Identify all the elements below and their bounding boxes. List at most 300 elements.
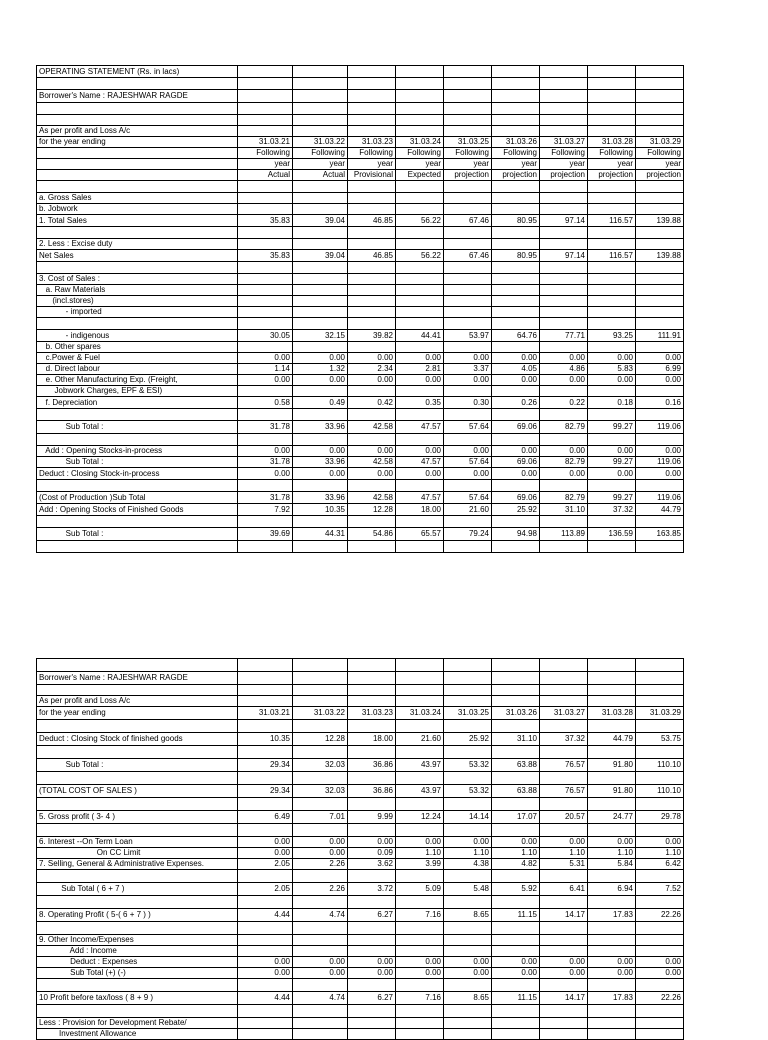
value-cell: 18.00 [396, 504, 444, 516]
value-cell: 82.79 [540, 492, 588, 504]
value-cell: year [444, 159, 492, 170]
value-cell [396, 541, 444, 553]
value-cell: 116.57 [588, 215, 636, 227]
table-row [37, 434, 684, 446]
value-cell [396, 1029, 444, 1040]
value-cell: 0.00 [293, 848, 348, 859]
value-cell [492, 342, 540, 353]
value-cell [540, 896, 588, 909]
table-row [37, 541, 684, 553]
value-cell [348, 720, 396, 733]
value-cell: 0.00 [396, 353, 444, 364]
value-cell [588, 746, 636, 759]
value-cell: 0.00 [444, 837, 492, 848]
value-cell [238, 262, 293, 274]
table-row [37, 250, 684, 262]
value-cell [348, 1005, 396, 1018]
value-cell: 80.95 [492, 250, 540, 262]
value-cell [636, 720, 684, 733]
value-cell: 0.00 [588, 957, 636, 968]
value-cell [293, 720, 348, 733]
value-cell: 0.00 [396, 468, 444, 480]
value-cell [293, 946, 348, 957]
value-cell [348, 115, 396, 126]
value-cell: projection [444, 170, 492, 181]
row-label-cell [37, 979, 238, 992]
value-cell: 0.00 [588, 375, 636, 386]
value-cell [636, 772, 684, 785]
value-cell: 53.75 [636, 733, 684, 746]
value-cell: 1.10 [540, 848, 588, 859]
value-cell [444, 193, 492, 204]
value-cell [293, 181, 348, 193]
table-row [37, 772, 684, 785]
value-cell [238, 685, 293, 696]
row-label-cell: a. Gross Sales [37, 193, 238, 204]
row-label-cell [37, 103, 238, 115]
value-cell: 0.00 [492, 446, 540, 457]
value-cell [396, 307, 444, 318]
table-row [37, 870, 684, 883]
table-row [37, 115, 684, 126]
row-label-cell: - imported [37, 307, 238, 318]
value-cell: 139.88 [636, 250, 684, 262]
value-cell [540, 285, 588, 296]
value-cell [238, 1018, 293, 1029]
value-cell [348, 696, 396, 707]
row-label-cell: Deduct : Closing Stock of finished goods [37, 733, 238, 746]
value-cell [444, 516, 492, 528]
value-cell [444, 935, 492, 946]
value-cell [540, 103, 588, 115]
value-cell [636, 227, 684, 239]
value-cell: 0.00 [588, 837, 636, 848]
value-cell: 0.00 [396, 957, 444, 968]
table-row [37, 446, 684, 457]
value-cell [396, 946, 444, 957]
row-label-cell [37, 409, 238, 421]
value-cell: 31.10 [492, 733, 540, 746]
value-cell [588, 480, 636, 492]
value-cell: 0.00 [540, 837, 588, 848]
value-cell: Following [396, 148, 444, 159]
value-cell: 7.16 [396, 992, 444, 1005]
value-cell [540, 672, 588, 685]
value-cell: 0.00 [588, 468, 636, 480]
value-cell: 11.15 [492, 909, 540, 922]
value-cell: 31.03.22 [293, 137, 348, 148]
row-label-cell: Sub Total : [37, 421, 238, 434]
value-cell [588, 342, 636, 353]
value-cell [444, 746, 492, 759]
value-cell [444, 262, 492, 274]
row-label-cell [37, 262, 238, 274]
value-cell [238, 181, 293, 193]
value-cell: Following [636, 148, 684, 159]
value-cell: 0.00 [636, 446, 684, 457]
value-cell [588, 896, 636, 909]
value-cell [348, 66, 396, 78]
value-cell [540, 541, 588, 553]
table-row [37, 798, 684, 811]
value-cell: 22.26 [636, 909, 684, 922]
value-cell: 0.00 [636, 375, 684, 386]
value-cell: 0.00 [238, 353, 293, 364]
table-row [37, 181, 684, 193]
value-cell [238, 78, 293, 90]
table-row [37, 330, 684, 342]
table-row [37, 227, 684, 239]
value-cell [636, 285, 684, 296]
value-cell: 4.05 [492, 364, 540, 375]
value-cell [238, 318, 293, 330]
value-cell [636, 126, 684, 137]
value-cell: 0.00 [444, 446, 492, 457]
value-cell: 0.00 [636, 353, 684, 364]
value-cell: projection [540, 170, 588, 181]
value-cell: 7.16 [396, 909, 444, 922]
value-cell: 99.27 [588, 421, 636, 434]
value-cell: 44.31 [293, 528, 348, 541]
value-cell [396, 659, 444, 672]
value-cell [492, 935, 540, 946]
value-cell [238, 870, 293, 883]
value-cell: Actual [293, 170, 348, 181]
value-cell: 0.00 [540, 957, 588, 968]
table-row [37, 159, 684, 170]
value-cell: 76.57 [540, 785, 588, 798]
value-cell [348, 480, 396, 492]
value-cell: year [540, 159, 588, 170]
value-cell: 10.35 [238, 733, 293, 746]
row-label-cell [37, 824, 238, 837]
value-cell [540, 1029, 588, 1040]
table-row [37, 824, 684, 837]
value-cell [492, 103, 540, 115]
value-cell: 0.00 [588, 968, 636, 979]
row-label-cell: Add : Opening Stocks-in-process [37, 446, 238, 457]
value-cell [293, 296, 348, 307]
value-cell: year [588, 159, 636, 170]
value-cell [540, 262, 588, 274]
value-cell [492, 78, 540, 90]
value-cell [293, 1029, 348, 1040]
value-cell [636, 204, 684, 215]
value-cell: 76.57 [540, 759, 588, 772]
value-cell [444, 115, 492, 126]
value-cell [636, 480, 684, 492]
value-cell [492, 193, 540, 204]
value-cell: 31.78 [238, 457, 293, 468]
value-cell: 36.86 [348, 759, 396, 772]
value-cell: 0.16 [636, 397, 684, 409]
table-row [37, 759, 684, 772]
value-cell [588, 296, 636, 307]
table-row [37, 90, 684, 103]
row-label-cell [37, 798, 238, 811]
value-cell [636, 824, 684, 837]
value-cell [492, 798, 540, 811]
value-cell: 32.03 [293, 759, 348, 772]
value-cell: 33.96 [293, 457, 348, 468]
value-cell [238, 979, 293, 992]
value-cell: 54.86 [348, 528, 396, 541]
value-cell [444, 1005, 492, 1018]
value-cell: 31.03.23 [348, 137, 396, 148]
value-cell [238, 516, 293, 528]
value-cell [492, 1005, 540, 1018]
value-cell [444, 318, 492, 330]
value-cell: 0.00 [492, 375, 540, 386]
value-cell [492, 409, 540, 421]
value-cell: 0.00 [293, 968, 348, 979]
row-label-cell: 6. Interest --On Term Loan [37, 837, 238, 848]
value-cell [238, 126, 293, 137]
value-cell: 0.00 [588, 446, 636, 457]
value-cell: 0.00 [636, 468, 684, 480]
value-cell [396, 103, 444, 115]
value-cell: Following [588, 148, 636, 159]
value-cell: 0.00 [444, 375, 492, 386]
value-cell [540, 798, 588, 811]
value-cell [636, 262, 684, 274]
value-cell: projection [636, 170, 684, 181]
value-cell [636, 274, 684, 285]
row-label-cell [37, 480, 238, 492]
table-row [37, 204, 684, 215]
row-label-cell: b. Other spares [37, 342, 238, 353]
value-cell [444, 979, 492, 992]
value-cell [588, 434, 636, 446]
value-cell [492, 307, 540, 318]
value-cell [396, 746, 444, 759]
table-row [37, 193, 684, 204]
value-cell: 0.00 [492, 957, 540, 968]
value-cell: 0.00 [238, 468, 293, 480]
row-label-cell: 5. Gross profit ( 3- 4 ) [37, 811, 238, 824]
value-cell: 2.34 [348, 364, 396, 375]
value-cell: 46.85 [348, 215, 396, 227]
value-cell: projection [492, 170, 540, 181]
value-cell [588, 541, 636, 553]
value-cell [348, 672, 396, 685]
row-label-cell: On CC Limit [37, 848, 238, 859]
table-row [37, 421, 684, 434]
value-cell [540, 318, 588, 330]
value-cell: 32.15 [293, 330, 348, 342]
value-cell [238, 342, 293, 353]
value-cell [588, 103, 636, 115]
value-cell [636, 307, 684, 318]
value-cell [396, 922, 444, 935]
value-cell: 32.03 [293, 785, 348, 798]
value-cell: 4.38 [444, 859, 492, 870]
table-row [37, 148, 684, 159]
value-cell: 0.00 [348, 353, 396, 364]
value-cell: year [636, 159, 684, 170]
value-cell: 77.71 [540, 330, 588, 342]
value-cell [348, 126, 396, 137]
value-cell: 56.22 [396, 250, 444, 262]
value-cell: 0.58 [238, 397, 293, 409]
value-cell [636, 386, 684, 397]
value-cell: 0.00 [396, 375, 444, 386]
table-row [37, 468, 684, 480]
value-cell [348, 103, 396, 115]
value-cell: 65.57 [396, 528, 444, 541]
value-cell: 67.46 [444, 215, 492, 227]
value-cell [444, 239, 492, 250]
value-cell: 11.15 [492, 992, 540, 1005]
value-cell: 31.03.21 [238, 137, 293, 148]
value-cell [396, 824, 444, 837]
table-row [37, 746, 684, 759]
row-label-cell: for the year ending [37, 137, 238, 148]
value-cell [396, 181, 444, 193]
value-cell: 44.41 [396, 330, 444, 342]
value-cell [588, 516, 636, 528]
value-cell: 4.74 [293, 909, 348, 922]
row-label-cell: 3. Cost of Sales : [37, 274, 238, 285]
value-cell [396, 342, 444, 353]
value-cell: 42.58 [348, 421, 396, 434]
value-cell: 4.74 [293, 992, 348, 1005]
value-cell: 31.03.25 [444, 707, 492, 720]
value-cell [348, 746, 396, 759]
value-cell: 5.31 [540, 859, 588, 870]
value-cell [492, 659, 540, 672]
value-cell [348, 685, 396, 696]
value-cell [588, 946, 636, 957]
value-cell [293, 318, 348, 330]
value-cell: 37.32 [588, 504, 636, 516]
value-cell [293, 1005, 348, 1018]
value-cell [444, 720, 492, 733]
table-row [37, 528, 684, 541]
value-cell: 0.00 [444, 968, 492, 979]
value-cell: 0.00 [348, 968, 396, 979]
value-cell: 119.06 [636, 492, 684, 504]
value-cell [636, 181, 684, 193]
value-cell: 31.03.27 [540, 707, 588, 720]
row-label-cell: As per profit and Loss A/c [37, 126, 238, 137]
value-cell: 36.86 [348, 785, 396, 798]
value-cell [588, 115, 636, 126]
row-label-cell [37, 115, 238, 126]
row-label-cell: Borrower's Name : RAJESHWAR RAGDE [37, 672, 238, 685]
value-cell [588, 204, 636, 215]
value-cell: 24.77 [588, 811, 636, 824]
value-cell: 42.58 [348, 457, 396, 468]
value-cell: 6.94 [588, 883, 636, 896]
value-cell: 0.00 [293, 468, 348, 480]
row-label-cell: 8. Operating Profit ( 5-( 6 + 7 ) ) [37, 909, 238, 922]
value-cell [348, 896, 396, 909]
value-cell [492, 115, 540, 126]
table-row [37, 353, 684, 364]
value-cell [396, 274, 444, 285]
value-cell [444, 126, 492, 137]
value-cell: 110.10 [636, 785, 684, 798]
value-cell: 4.82 [492, 859, 540, 870]
value-cell: 42.58 [348, 492, 396, 504]
value-cell [396, 239, 444, 250]
row-label-cell: Sub Total ( 6 + 7 ) [37, 883, 238, 896]
value-cell [293, 409, 348, 421]
value-cell [238, 946, 293, 957]
value-cell [348, 342, 396, 353]
value-cell: 119.06 [636, 457, 684, 468]
row-label-cell: for the year ending [37, 707, 238, 720]
value-cell [238, 90, 293, 103]
value-cell [540, 66, 588, 78]
value-cell: 136.59 [588, 528, 636, 541]
value-cell [348, 434, 396, 446]
value-cell: 0.00 [293, 446, 348, 457]
value-cell [238, 239, 293, 250]
value-cell [588, 227, 636, 239]
value-cell: Following [540, 148, 588, 159]
value-cell [396, 386, 444, 397]
value-cell [636, 672, 684, 685]
value-cell [540, 204, 588, 215]
value-cell: 47.57 [396, 421, 444, 434]
value-cell [238, 935, 293, 946]
value-cell [238, 285, 293, 296]
value-cell [492, 979, 540, 992]
value-cell [293, 262, 348, 274]
row-label-cell [37, 148, 238, 159]
table-row [37, 409, 684, 421]
value-cell: 91.80 [588, 785, 636, 798]
value-cell [588, 685, 636, 696]
value-cell [444, 386, 492, 397]
value-cell [492, 720, 540, 733]
value-cell [540, 922, 588, 935]
value-cell [293, 204, 348, 215]
value-cell: 82.79 [540, 421, 588, 434]
value-cell: 6.42 [636, 859, 684, 870]
row-label-cell: Investment Allowance [37, 1029, 238, 1040]
value-cell: 39.82 [348, 330, 396, 342]
value-cell [396, 772, 444, 785]
value-cell [444, 870, 492, 883]
value-cell [293, 1018, 348, 1029]
value-cell: 2.26 [293, 859, 348, 870]
table-row [37, 375, 684, 386]
table-row [37, 883, 684, 896]
table-row [37, 707, 684, 720]
value-cell: 0.00 [238, 446, 293, 457]
table-row [37, 1018, 684, 1029]
row-label-cell: Deduct : Expenses [37, 957, 238, 968]
row-label-cell [37, 746, 238, 759]
value-cell: 1.10 [396, 848, 444, 859]
value-cell: 5.83 [588, 364, 636, 375]
value-cell [238, 1005, 293, 1018]
value-cell: 64.76 [492, 330, 540, 342]
value-cell [293, 746, 348, 759]
value-cell [444, 1029, 492, 1040]
value-cell: 80.95 [492, 215, 540, 227]
table-row [37, 170, 684, 181]
value-cell [348, 318, 396, 330]
value-cell: 0.00 [238, 968, 293, 979]
value-cell: 0.00 [238, 375, 293, 386]
value-cell [636, 342, 684, 353]
value-cell: 0.00 [444, 353, 492, 364]
value-cell [444, 274, 492, 285]
